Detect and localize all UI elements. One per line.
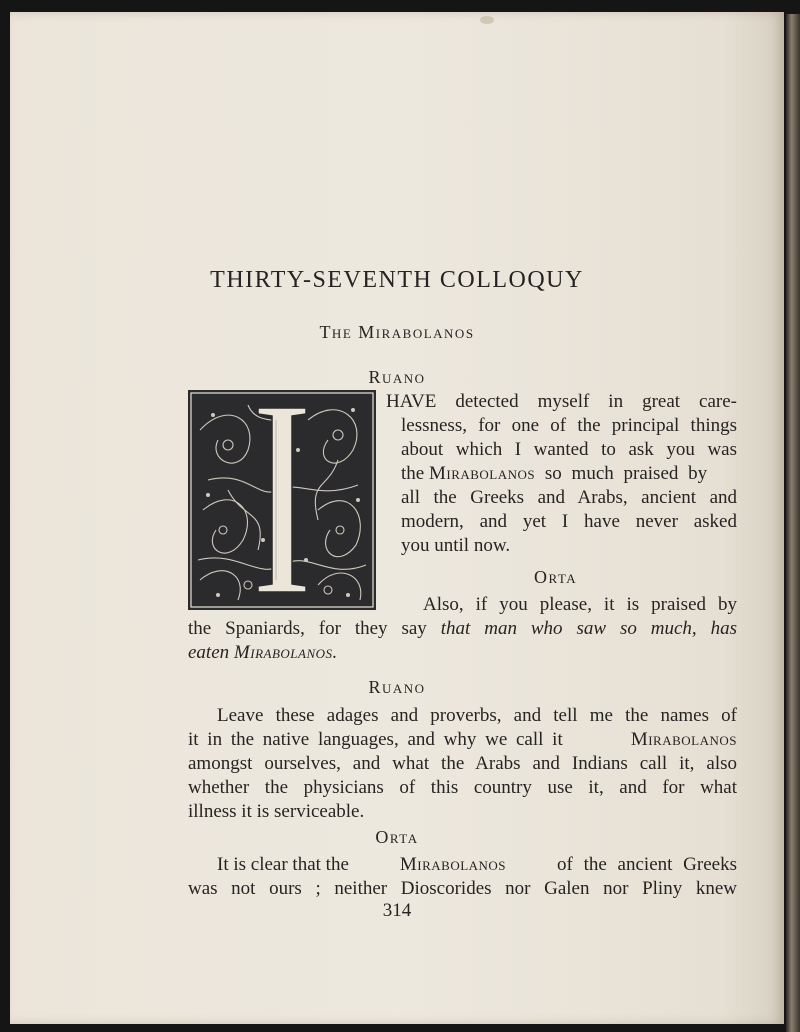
paper-stain <box>480 16 494 24</box>
text-line: amongst ourselves, and what the Arabs and Indians call it, also <box>188 753 737 774</box>
term-mirabolanos: Mirabolanos <box>399 854 507 875</box>
text-line: the Mirabolanos so much praised by <box>401 463 708 484</box>
text-line: all the Greeks and Arabs, ancient and <box>401 487 737 508</box>
term-mirabolanos: Mirabolanos <box>630 729 737 750</box>
chapter-title: THIRTY-SEVENTH COLLOQUY <box>210 267 584 293</box>
speaker-ruano: Ruano <box>368 367 426 387</box>
text-line: was not ours ; neither Dioscorides nor Galen nor Pliny knew <box>188 878 737 899</box>
decorated-initial-letter <box>188 390 376 610</box>
text-line: HAVE detected myself in great care- <box>386 391 737 412</box>
page-edge <box>786 14 800 1032</box>
text-line: the Spaniards, for they say that man who saw so much, has <box>188 618 738 639</box>
text-line: eaten Mirabolanos. <box>188 642 338 663</box>
text-line: whether the physicians of this country use it, and for what <box>188 777 737 798</box>
text-line: it in the native languages, and why we call it Mirabolanos <box>188 729 737 750</box>
text-line: Leave these adages and proverbs, and tell me the names of <box>217 705 737 726</box>
section-title: The Mirabolanos <box>319 322 475 342</box>
text-line: It is clear that the Mirabolanos of the ancient Greeks <box>217 854 737 875</box>
text-line: about which I wanted to ask you was <box>401 439 737 460</box>
text-line: you until now. <box>401 535 511 556</box>
term-mirabolanos: Mirabolanos <box>233 642 333 663</box>
text-line: modern, and yet I have never asked <box>401 511 737 532</box>
speaker-orta: Orta <box>534 567 578 587</box>
text-line: lessness, for one of the principal things <box>401 415 737 436</box>
text-line: Also, if you please, it is praised by <box>423 594 737 615</box>
text-line: illness it is serviceable. <box>188 801 365 822</box>
speaker-ruano: Ruano <box>368 677 426 697</box>
speaker-orta: Orta <box>375 827 419 847</box>
book-page <box>10 12 784 1024</box>
term-mirabolanos: Mirabolanos <box>428 463 536 484</box>
page-number: 314 <box>382 900 412 921</box>
